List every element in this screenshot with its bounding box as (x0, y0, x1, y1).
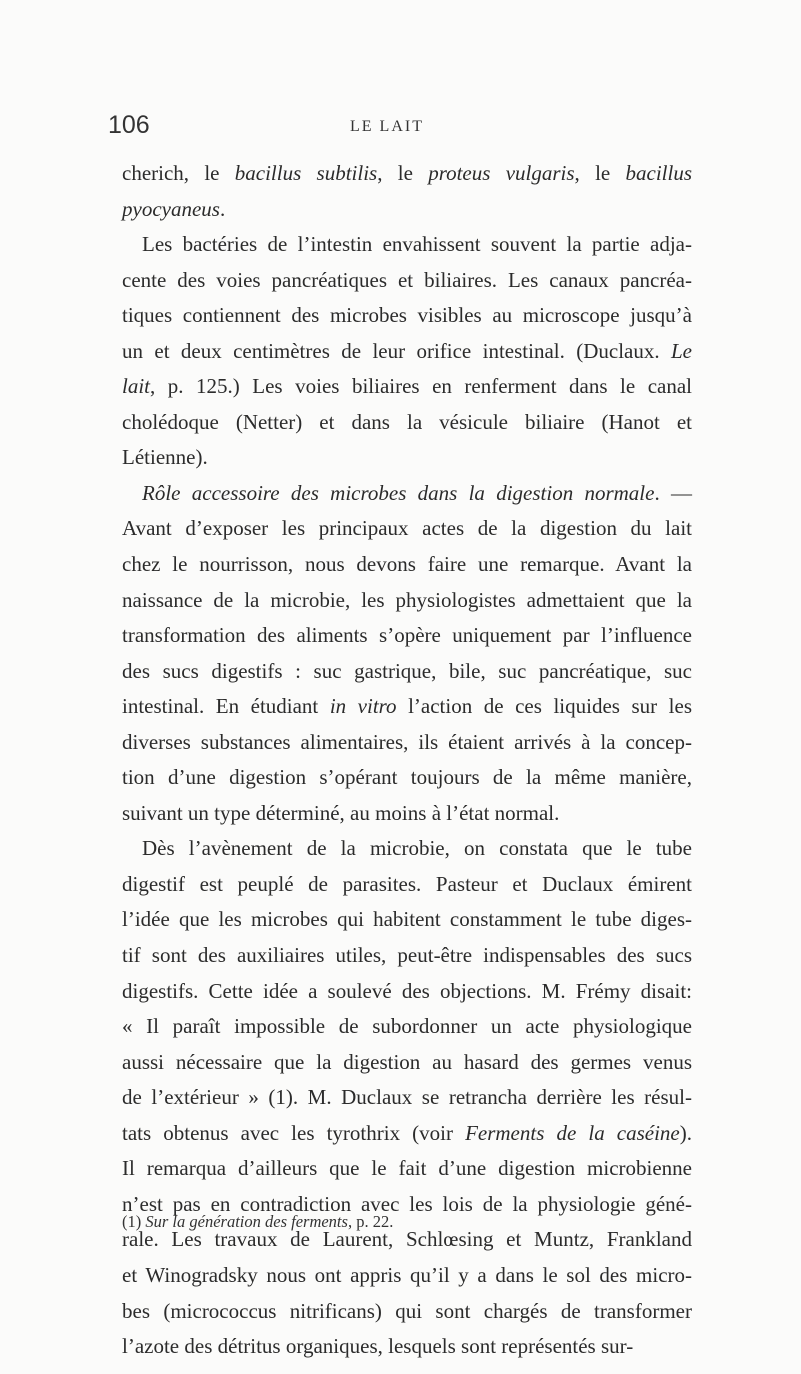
text-run: Létienne). (122, 445, 208, 470)
italic-run: bacillus (625, 161, 693, 185)
text-line (122, 1258, 692, 1294)
text-line (122, 938, 692, 974)
text-run: digestifs. Cette idée a soulevé des objections. M. Frémy disait: (122, 978, 692, 1003)
text-run: , le (377, 161, 429, 185)
text-run: l’idée que les microbes qui habitent constamment le tube diges- (122, 907, 692, 932)
italic-run: Le (671, 338, 692, 363)
text-run: rale. Les travaux de Laurent, Schlœsing et Muntz, Frankland (122, 1227, 692, 1252)
text-run: chez le nourrisson, nous devons faire une remarque. Avant la (122, 552, 692, 577)
italic-run: Ferments de la caséine (465, 1120, 680, 1145)
text-line (122, 369, 692, 405)
text-run: suivant un type déterminé, au moins à l’état normal. (122, 800, 560, 825)
text-run: l’action de ces liquides sur les (396, 694, 693, 719)
text-line (122, 1329, 692, 1365)
text-run: Les bactéries de l’intestin envahissent souvent la partie adja- (142, 232, 692, 257)
text-run: cente des voies pancréatiques et biliaires. Les canaux pancréa- (122, 267, 692, 292)
italic-run: pyocyaneus (122, 196, 220, 221)
italic-run: lait (122, 374, 151, 399)
text-run: transformation des aliments s’opère uniquement par l’influence (122, 623, 692, 648)
text-line (122, 263, 692, 299)
text-line (122, 831, 692, 867)
text-line (122, 476, 692, 512)
footnote (122, 1210, 692, 1234)
text-run: Il remarqua d’ailleurs que le fait d’une digestion microbienne (122, 1156, 692, 1181)
text-line (122, 902, 692, 938)
running-title: LE LAIT (350, 118, 424, 135)
body-text (122, 156, 692, 1365)
text-line (122, 725, 692, 761)
italic-run: proteus vulgaris (428, 161, 575, 185)
text-line (122, 1009, 692, 1045)
text-line (122, 547, 692, 583)
text-run: digestif est peuplé de parasites. Pasteur et Duclaux émirent (122, 871, 692, 896)
text-run: l’azote des détritus organiques, lesquels sont représentés sur- (122, 1334, 634, 1359)
text-run: un et deux centimètres de leur orifice intestinal. (Duclaux. (122, 338, 671, 363)
text-run: « Il paraît impossible de subordonner un acte physiologique (122, 1014, 692, 1039)
running-head (0, 110, 801, 140)
text-line (122, 1080, 692, 1116)
text-line (122, 511, 692, 547)
text-run: tion d’une digestion s’opérant toujours de la même manière, (122, 765, 692, 790)
text-run: des sucs digestifs : suc gastrique, bile, suc pancréatique, suc (122, 658, 692, 683)
text-line (122, 974, 692, 1010)
text-run: Avant d’exposer les principaux actes de la digestion du lait (122, 516, 692, 541)
text-line (122, 227, 692, 263)
text-line (122, 1294, 692, 1330)
text-line (122, 156, 692, 192)
text-run: n’est pas en contradiction avec les lois de la physiologie géné- (122, 1191, 692, 1216)
text-run: , p. 125.) Les voies biliaires en renferment dans le canal (150, 374, 692, 399)
text-line (122, 440, 692, 476)
text-run: ). (679, 1120, 692, 1145)
text-run: bes (micrococcus nitrificans) qui sont chargés de transformer (122, 1298, 692, 1323)
text-line (122, 796, 692, 832)
text-line (122, 618, 692, 654)
text-line (122, 405, 692, 441)
text-line (122, 334, 692, 370)
text-line (122, 760, 692, 796)
text-run: , le (574, 161, 626, 185)
text-line (122, 867, 692, 903)
text-run: tats obtenus avec les tyrothrix (voir (122, 1120, 466, 1145)
text-line (122, 654, 692, 690)
italic-run: bacillus subtilis (234, 161, 378, 185)
text-run: naissance de la microbie, les physiologistes admettaient que la (122, 587, 692, 612)
text-run: et Winogradsky nous ont appris qu’il y a dans le sol des micro- (122, 1262, 692, 1287)
text-run: . — (654, 480, 692, 505)
text-run: de l’extérieur » (1). M. Duclaux se retrancha derrière les résul- (122, 1085, 692, 1110)
italic-run: Rôle accessoire des microbes dans la digestion normale (142, 480, 655, 505)
text-line (122, 583, 692, 619)
text-line (122, 1116, 692, 1152)
text-line (122, 1151, 692, 1187)
text-line (122, 689, 692, 725)
text-run: cholédoque (Netter) et dans la vésicule biliaire (Hanot et (122, 409, 692, 434)
text-run: aussi nécessaire que la digestion au hasard des germes venus (122, 1049, 692, 1074)
text-line (122, 192, 692, 228)
text-run: intestinal. En étudiant (122, 694, 330, 719)
text-run: cherich, le (122, 161, 235, 185)
footnote-suffix: , p. 22. (347, 1212, 394, 1231)
text-run: tif sont des auxiliaires utiles, peut-être indispensables des sucs (122, 943, 692, 968)
text-line (122, 1045, 692, 1081)
text-run: . (219, 196, 226, 221)
italic-run: in vitro (329, 694, 397, 719)
text-run: diverses substances alimentaires, ils étaient arrivés à la concep- (122, 729, 692, 754)
footnote-mark: (1) (122, 1212, 146, 1231)
text-run: Dès l’avènement de la microbie, on constata que le tube (142, 836, 692, 861)
text-line (122, 298, 692, 334)
page-number: 106 (108, 111, 150, 139)
text-run: tiques contiennent des microbes visibles au microscope jusqu’à (122, 303, 692, 328)
footnote-title: Sur la génération des ferments (145, 1212, 348, 1231)
